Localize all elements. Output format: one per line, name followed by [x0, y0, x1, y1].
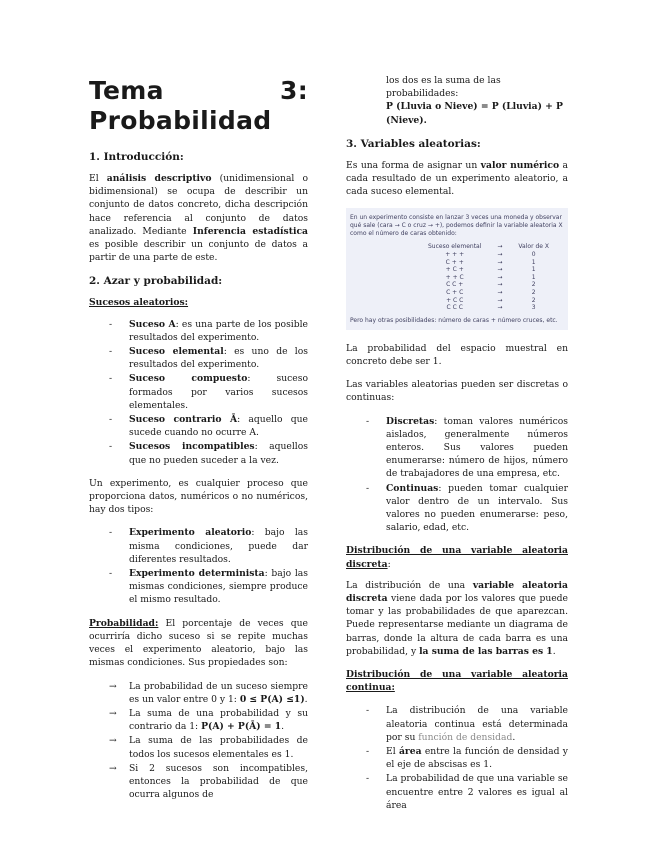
probabilidad-paragraph: Probabilidad: El porcentaje de veces que ocurriría dicho suceso si se repite muchas veces el experimento aleatorio, bajo las mismas condiciones. Sus propiedades son:: [89, 617, 308, 669]
dist-continua-heading: Distribución de una variable aleatoria continua:: [346, 669, 568, 694]
table-row: C C C → 3: [446, 304, 536, 312]
list-item: → La suma de una probabilidad y su contrario da 1: P(A) + P(Ā) = 1.: [109, 707, 308, 733]
list-item: - Suceso A: es una parte de los posible resultados del experimento.: [109, 318, 308, 343]
table-row: + + C → 1: [445, 273, 536, 281]
continuation-paragraph: los dos es la suma de las probabilidades: P (Lluvia o Nieve) = P (Lluvia) + P (Nieve).: [386, 75, 563, 126]
list-item: - Continuas: pueden tomar cualquier valor dentro de un intervalo. Sus valores no pueden enumerarse: peso, salario, edad, etc.: [366, 482, 568, 534]
page-title: [89, 76, 308, 136]
list-item: - La distribución de una variable aleatoria continua está determinada por su función de densidad.: [366, 705, 568, 743]
list-item: → La probabilidad de un suceso siempre es un valor entre 0 y 1: 0 ≤ P(A) ≤1).: [109, 680, 308, 705]
list-item: - Suceso contrario Ā: aquello que sucede cuando no ocurre A.: [109, 414, 308, 439]
example-footnote: Pero hay otras posibilidades: número de caras + número cruces, etc.: [350, 316, 558, 324]
title-word-number: 3:: [280, 76, 308, 105]
table-row: + C C → 2: [446, 296, 536, 304]
variables-paragraph: Es una forma de asignar un valor numérico a cada resultado de un experimento aleatorio, a cada suceso elemental.: [346, 159, 568, 198]
example-col-suceso: Suceso elemental: [428, 243, 482, 251]
sucesos-heading: Sucesos aleatorios:: [89, 297, 189, 309]
table-row: + C + → 1: [445, 266, 536, 274]
experimento-paragraph: Un experimento, es cualquier proceso que proporciona datos, numéricos o no numéricos, hay dos tipos:: [89, 477, 308, 516]
table-row: C + C → 2: [446, 288, 536, 296]
list-item: - El área entre la función de densidad y el eje de abscisas es 1.: [366, 746, 569, 771]
tipos-list: [346, 415, 568, 535]
example-col-valor: Valor de X: [518, 243, 549, 251]
intro-heading: 1. Introducción:: [89, 151, 184, 163]
sucesos-list: [89, 318, 308, 467]
experimento-list: [89, 526, 308, 606]
variables-heading: 3. Variables aleatorias:: [346, 137, 481, 150]
espacio-paragraph: La probabilidad del espacio muestral en concreto debe ser 1.: [346, 342, 568, 367]
right-column: [346, 74, 568, 822]
list-item: - Sucesos incompatibles: aquellos que no pueden suceder a la vez.: [109, 441, 308, 466]
list-item: - Suceso elemental: es uno de los resultados del experimento.: [109, 346, 308, 371]
example-table: [420, 243, 557, 311]
example-intro: En un experimento consiste en lanzar 3 veces una moneda y observar qué sale (cara → C o cruz → +), podemos definir la variable aleatoria X como el número de caras obtenido:: [350, 214, 563, 238]
table-row: C + + → 1: [445, 258, 536, 266]
tipos-paragraph: Las variables aleatorias pueden ser discretas o continuas:: [346, 379, 568, 404]
azar-heading: 2. Azar y probabilidad:: [89, 275, 223, 288]
continua-list: [346, 704, 568, 812]
list-item: → Si 2 sucesos son incompatibles, entonces la probabilidad de que ocurra algunos de: [109, 762, 308, 801]
example-box: [346, 208, 568, 329]
left-column: [89, 70, 308, 811]
list-item: - La probabilidad de que una variable se encuentre entre 2 valores es igual al área: [366, 773, 568, 811]
title-word-tema: Tema: [89, 76, 164, 105]
title-word-probabilidad: Probabilidad: [89, 106, 272, 135]
list-item: - Discretas: toman valores numéricos aislados, generalmente números enteros. Sus valores pueden enumerarse: número de hijos, número de trabajadores de una empresa, etc.: [366, 415, 568, 480]
table-row: + + + → 0: [445, 251, 536, 259]
example-col-arrow: →: [497, 243, 503, 251]
list-item: - Experimento aleatorio: bajo las misma condiciones, puede dar diferentes resultados.: [109, 527, 308, 565]
dist-discreta-heading: Distribución de una variable aleatoria discreta:: [346, 545, 568, 570]
list-item: - Experimento determinista: bajo las mismas condiciones, siempre produce el mismo resultado.: [109, 568, 308, 606]
dist-discreta-paragraph: La distribución de una variable aleatoria discreta viene dada por los valores que puede tomar y las probabilidades de que aparezcan. Puede representarse mediante un diagrama de barras, donde la altura de cada barra es una probabilidad, y la suma de las barras es 1.: [346, 579, 568, 657]
table-row: C C + → 2: [446, 281, 536, 289]
list-item: - Suceso compuesto: suceso formados por varios sucesos elementales.: [109, 373, 308, 411]
propiedades-list: [89, 680, 308, 802]
intro-paragraph: El análisis descriptivo (unidimensional o bidimensional) se ocupa de describir un conjunto de datos concreto, dicha descripción hace referencia al conjunto de datos analizado. Mediante Inferencia estadística es posible describir un conjunto de datos a partir de una parte de este.: [89, 173, 308, 264]
list-item: → La suma de las probabilidades de todos los sucesos elementales es 1.: [109, 735, 308, 760]
